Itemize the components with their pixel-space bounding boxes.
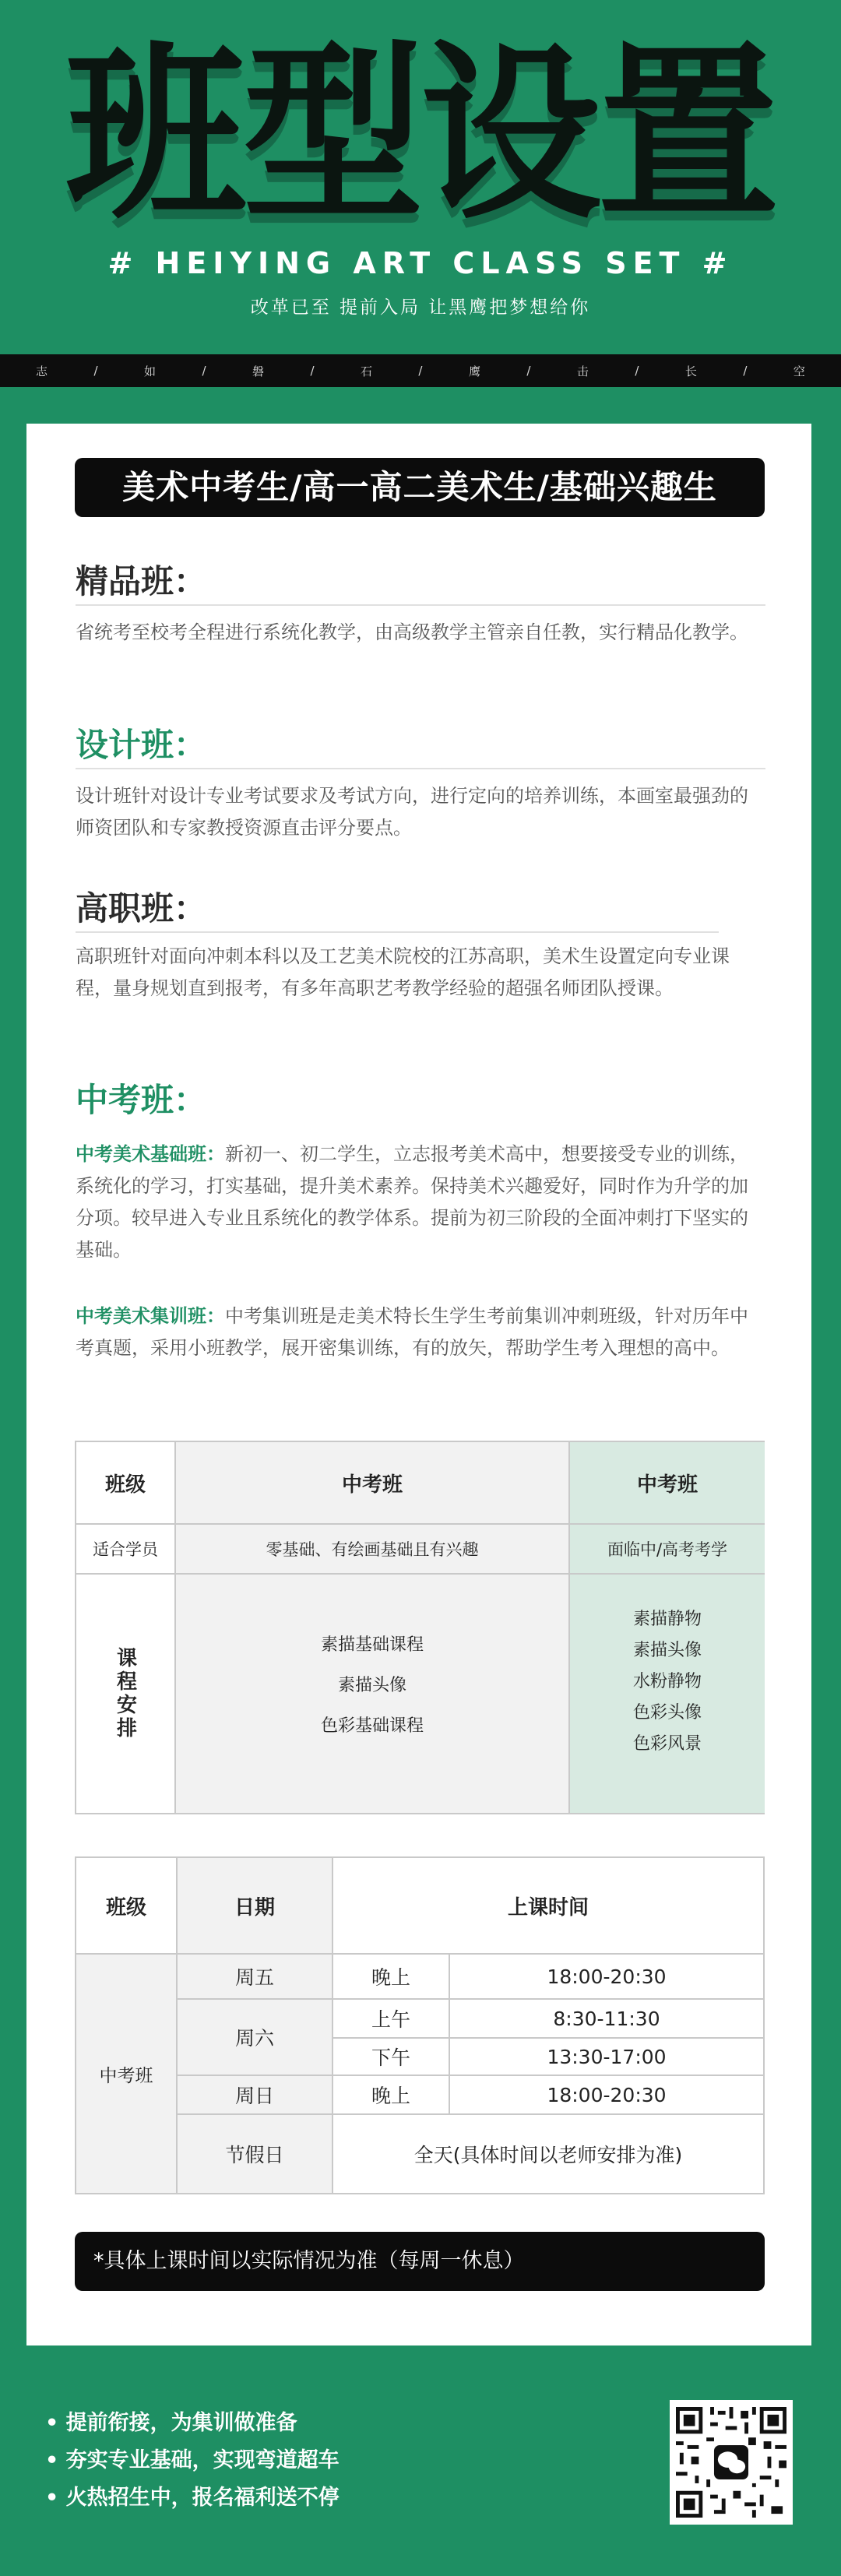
target-banner: 美术中考生/高一高二美术生/基础兴趣生 (75, 458, 765, 517)
course-item: 色彩基础课程 (320, 1716, 424, 1736)
strip-sep: / (93, 364, 98, 378)
period: 上午 (371, 2008, 410, 2031)
day-fri: 周五 (234, 1966, 274, 1989)
header-class: 班级 (76, 1442, 176, 1525)
row-label-students: 适合学员 (76, 1525, 176, 1575)
header-col1: 中考班 (176, 1442, 570, 1525)
strip-char: 击 (576, 364, 589, 378)
strip-char: 鹰 (468, 364, 480, 378)
course-item: 色彩风景 (632, 1734, 702, 1754)
strip-sep: / (310, 364, 315, 378)
strip-sep: / (526, 364, 531, 378)
course-item: 素描头像 (337, 1676, 406, 1695)
time-slot: 18:00-20:30 (547, 2083, 667, 2106)
students-col2: 面临中/高考考学 (570, 1525, 765, 1575)
course-item: 水粉静物 (632, 1672, 702, 1691)
time-slot: 8:30-11:30 (553, 2007, 660, 2030)
motto-strip (0, 354, 841, 387)
strip-char: 长 (684, 364, 697, 378)
section-text-zhongkao-basic (76, 1138, 765, 1266)
spacer (178, 2053, 332, 2075)
content-card (26, 424, 811, 2345)
strip-char: 石 (360, 364, 372, 378)
divider (76, 604, 765, 606)
students-col1: 零基础、有绘画基础且有兴趣 (176, 1525, 570, 1575)
hero-header (0, 0, 841, 354)
bullet-item: • 提前衔接，为集训做准备 (45, 2411, 297, 2435)
courses-col1 (176, 1575, 570, 1813)
course-item: 素描头像 (632, 1641, 702, 1660)
bullet-item: • 火热招生中，报名福利送不停 (45, 2486, 340, 2510)
section-title-zhongkao: 中考班： (76, 1081, 207, 1119)
schedule-note: *具体上课时间以实际情况为准（每周一休息） (75, 2232, 765, 2291)
header-time: 上课时间 (507, 1895, 589, 1920)
bullet-item: • 夯实专业基础，实现弯道超车 (45, 2448, 340, 2472)
qr-code-graphic (676, 2406, 786, 2518)
page-title: 班型设置 (65, 24, 776, 245)
section-text-sheji: 设计班针对设计专业考试要求及考试方向，进行定向的培养训练，本画室最强劲的师资团队和专家教授资源直击评分要点。 (76, 785, 748, 839)
class-name: 中考班 (99, 2065, 153, 2086)
section-title-gaozhi: 高职班： (76, 889, 207, 927)
day-holiday: 节假日 (225, 2144, 284, 2166)
courses-col2 (570, 1575, 765, 1813)
divider (76, 931, 719, 933)
label-zhongkao-basic: 中考美术基础班： (76, 1143, 225, 1165)
day-sat: 周六 (234, 2027, 274, 2050)
strip-char: 磐 (252, 364, 264, 378)
label-zhongkao-intensive: 中考美术集训班： (76, 1305, 225, 1327)
time-slot: 18:00-20:30 (547, 1965, 667, 1988)
footer-bullets (45, 2405, 340, 2517)
course-item: 素描基础课程 (320, 1635, 424, 1655)
course-table (75, 1441, 765, 1814)
day-sun: 周日 (234, 2085, 274, 2107)
section-title-sheji: 设计班： (76, 726, 207, 764)
strip-sep: / (202, 364, 206, 378)
strip-char: 空 (793, 364, 805, 378)
schedule-table (75, 1856, 765, 2194)
text-zhongkao-basic: 新初一、初二学生，立志报考美术高中，想要接受专业的训练，系统化的学习，打实基础，提升美术素养。保持美术兴趣爱好，同时作为升学的加分项。较早进入专业且系统化的教学体系。提前为初三阶段的全面冲刺打下坚实的基础。 (76, 1143, 748, 1261)
header-date: 日期 (234, 1895, 275, 1920)
header-class: 班级 (105, 1895, 146, 1920)
course-item: 素描静物 (632, 1610, 702, 1629)
page-subtitle: # HEIYING ART CLASS SET # (107, 246, 734, 280)
text-zhongkao-intensive: 中考集训班是走美术特长生学生考前集训冲刺班级，针对历年中考真题，采用小班教学，展开密集训练，有的放矢，帮助学生考入理想的高中。 (76, 1305, 748, 1359)
period: 晚上 (371, 2085, 410, 2107)
header-col2: 中考班 (570, 1442, 765, 1525)
section-title-jingpin: 精品班： (76, 562, 207, 600)
time-slot: 13:30-17:00 (547, 2045, 667, 2068)
row-label-courses (76, 1575, 176, 1813)
period: 晚上 (371, 1966, 410, 1989)
section-text-zhongkao-intensive (76, 1300, 765, 1364)
section-text-jingpin: 省统考至校考全程进行系统化教学，由高级教学主管亲自任教，实行精品化教学。 (76, 621, 748, 643)
slogan: 改革已至 提前入局 让黑鹰把梦想给你 (250, 297, 591, 318)
row-label-courses-text: 课程安排 (113, 1647, 137, 1740)
strip-sep: / (743, 364, 748, 378)
divider (76, 768, 765, 769)
strip-sep: / (635, 364, 639, 378)
section-text-gaozhi: 高职班针对面向冲刺本科以及工艺美术院校的江苏高职，美术生设置定向专业课程，量身规划直到报考，有多年高职艺考教学经验的超强名师团队授课。 (76, 945, 730, 999)
strip-sep: / (418, 364, 423, 378)
holiday-time: 全天(具体时间以老师安排为准) (413, 2144, 683, 2166)
strip-char: 志 (36, 364, 48, 378)
period: 下午 (371, 2046, 410, 2069)
course-item: 色彩头像 (632, 1703, 702, 1723)
strip-char: 如 (143, 364, 156, 378)
qr-code-icon (670, 2400, 793, 2525)
